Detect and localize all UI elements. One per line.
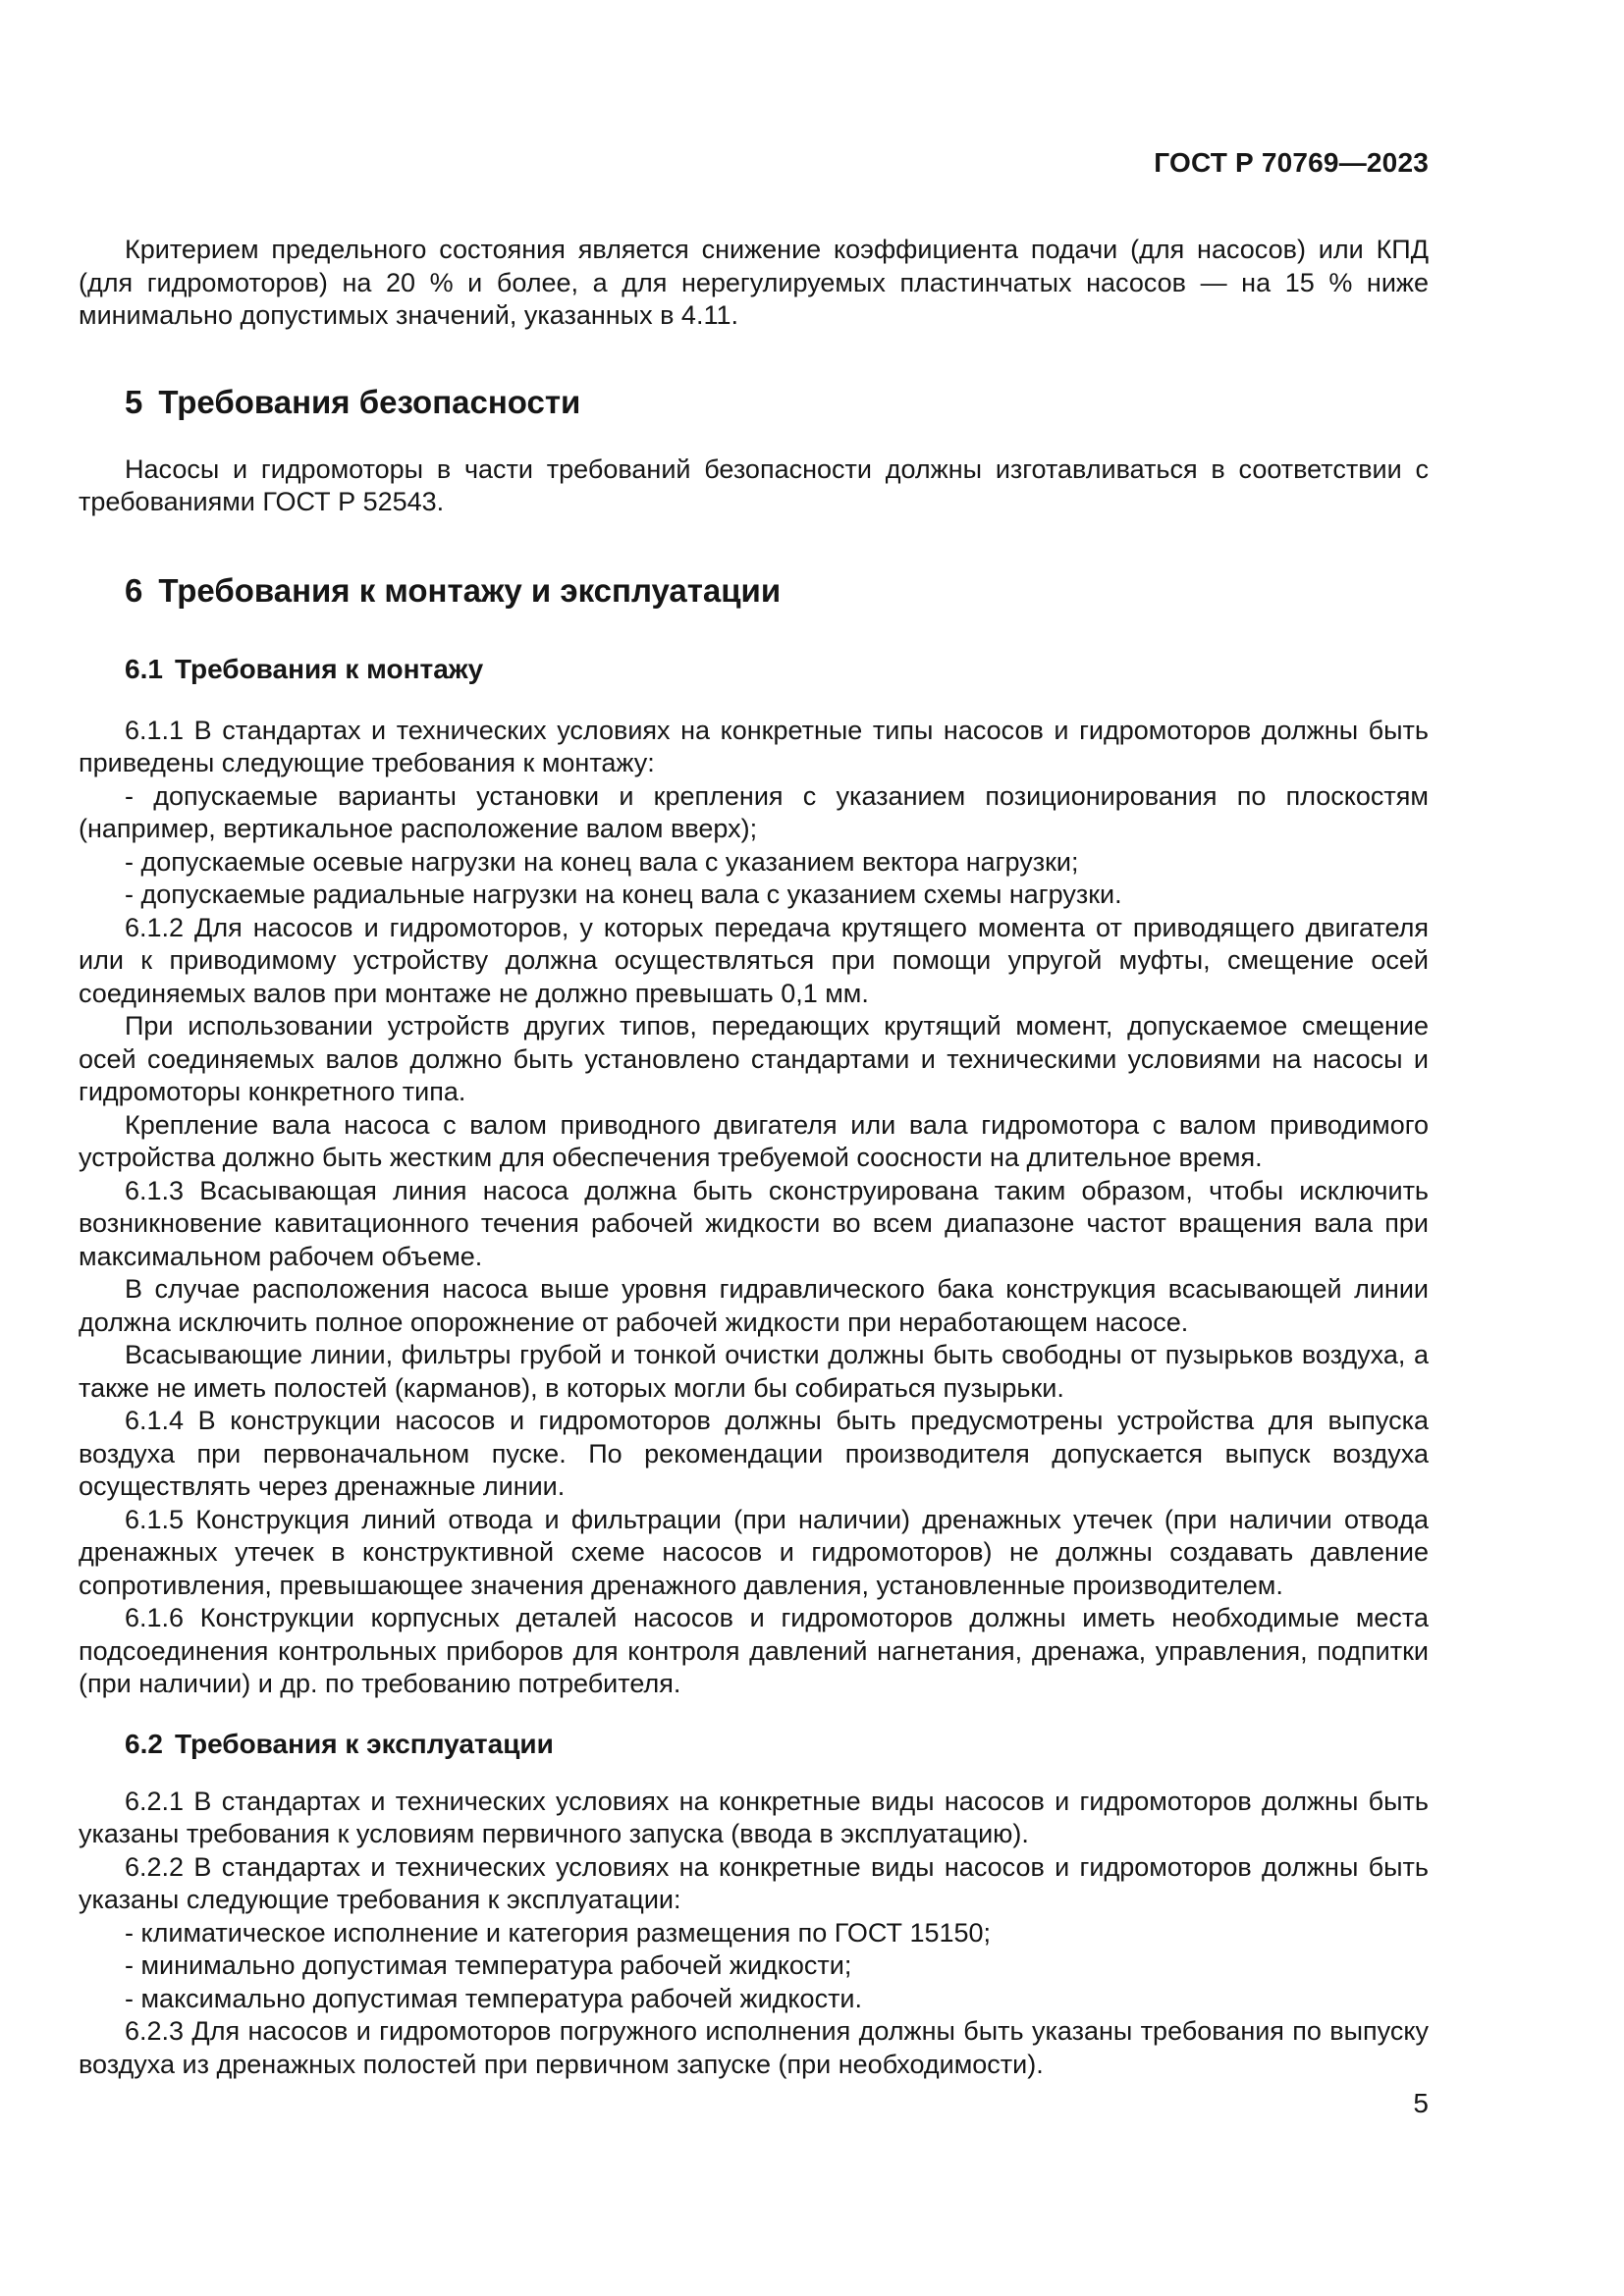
paragraph-6-2-2: 6.2.2 В стандартах и технических условиях на конкретные виды насосов и гидромоторов должны быть указаны следующие требования к эксплуатации: [79, 1851, 1429, 1914]
subsection-6-2-heading [79, 1729, 1429, 1760]
paragraph-6-1-1: 6.1.1 В стандартах и технических условиях на конкретные типы насосов и гидромоторов должны быть приведены следующие требования к монтажу: [79, 715, 1429, 777]
list-item: - максимально допустимая температура рабочей жидкости. [125, 1983, 863, 2013]
list-item: - допускаемые радиальные нагрузки на конец вала с указанием схемы нагрузки. [125, 880, 1122, 909]
paragraph-limit-state-criterion: Критерием предельного состояния является снижение коэффициента подачи (для насосов) или КПД (для гидромоторов) на 20 % и более, а для нерегулируемых пластинчатых насосов — на 15 % ниже минимально допустимых значений, указанных в 4.11. [79, 235, 1429, 330]
subsection-6-1-title: Требования к монтажу [174, 653, 484, 684]
section-5-number: 5 [125, 383, 143, 420]
paragraph-6-1-3-cont-1: В случае расположения насоса выше уровня гидравлического бака конструкция всасывающей линии должна исключить полное опорожнение от рабочей жидкости при неработающем насосе. [79, 1274, 1429, 1337]
paragraph-6-2-1: 6.2.1 В стандартах и технических условиях на конкретные виды насосов и гидромоторов должны быть указаны требования к условиям первичного запуска (ввода в эксплуатацию). [79, 1786, 1429, 1848]
section-6-heading [79, 572, 1429, 609]
paragraph-6-1-2: 6.1.2 Для насосов и гидромоторов, у которых передача крутящего момента от приводящего двигателя или к приводимому устройству должна осуществляться при помощи упругой муфты, смещение осей соединяемых валов при монтаже не должно превышать 0,1 мм. [79, 912, 1429, 1008]
paragraph-6-1-3-cont-2: Всасывающие линии, фильтры грубой и тонкой очистки должны быть свободны от пузырьков воздуха, а также не иметь полостей (карманов), в которых могли бы собираться пузырьки. [79, 1340, 1429, 1403]
paragraph-6-1-3: 6.1.3 Всасывающая линия насоса должна быть сконструирована таким образом, чтобы исключить возникновение кавитационного течения рабочей жидкости во всем диапазоне частот вращения вала при максимальном рабочем объеме. [79, 1175, 1429, 1271]
section-5-heading [79, 384, 1429, 420]
subsection-6-2-number: 6.2 [125, 1728, 163, 1759]
paragraph-6-1-4: 6.1.4 В конструкции насосов и гидромоторов должны быть предусмотрены устройства для выпуска воздуха при первоначальном пуске. По рекомендации производителя допускается выпуск воздуха осуществлять через дренажные линии. [79, 1406, 1429, 1501]
section-6-number: 6 [125, 571, 143, 609]
subsection-6-2-title: Требования к эксплуатации [174, 1728, 554, 1759]
list-item: - допускаемые осевые нагрузки на конец вала с указанием вектора нагрузки; [125, 846, 1079, 877]
paragraph-6-1-5: 6.1.5 Конструкция линий отвода и фильтрации (при наличии) дренажных утечек (при наличии отвода дренажных утечек в конструктивной схеме насосов и гидромоторов) не должны создавать давление сопротивления, превышающее значения дренажного давления, установленные производителем. [79, 1504, 1429, 1600]
doc-number-header: ГОСТ Р 70769—2023 [1154, 147, 1429, 178]
subsection-6-1-heading [79, 654, 1429, 685]
paragraph-6-1-2-cont-1: При использовании устройств других типов, передающих крутящий момент, допускаемое смещение осей соединяемых валов должно быть установлено стандартами и техническими условиями на насосы и гидромоторы конкретного типа. [79, 1011, 1429, 1106]
paragraph-6-1-2-cont-2: Крепление вала насоса с валом приводного двигателя или вала гидромотора с валом приводимого устройства должно быть жестким для обеспечения требуемой соосности на длительное время. [79, 1109, 1429, 1172]
section-5-title: Требования безопасности [158, 383, 581, 420]
section-6-title: Требования к монтажу и эксплуатации [158, 571, 782, 609]
list-item: - допускаемые варианты установки и крепления с указанием позиционирования по плоскостям (например, вертикальное расположение валом вверх); [79, 780, 1429, 843]
paragraph-6-1-6: 6.1.6 Конструкции корпусных деталей насосов и гидромоторов должны иметь необходимые места подсоединения контрольных приборов для контроля давлений нагнетания, дренажа, управления, подпитки (при наличии) и др. по требованию потребителя. [79, 1603, 1429, 1698]
list-item: - климатическое исполнение и категория размещения по ГОСТ 15150; [125, 1917, 992, 1948]
paragraph-safety: Насосы и гидромоторы в части требований безопасности должны изготавливаться в соответствии с требованиями ГОСТ Р 52543. [79, 454, 1429, 516]
page-number: 5 [1413, 2088, 1429, 2118]
subsection-6-1-number: 6.1 [125, 653, 163, 684]
paragraph-6-2-3: 6.2.3 Для насосов и гидромоторов погружного исполнения должны быть указаны требования по выпуску воздуха из дренажных полостей при первичном запуске (при необходимости). [79, 2016, 1429, 2079]
list-item: - минимально допустимая температура рабочей жидкости; [125, 1950, 852, 1980]
